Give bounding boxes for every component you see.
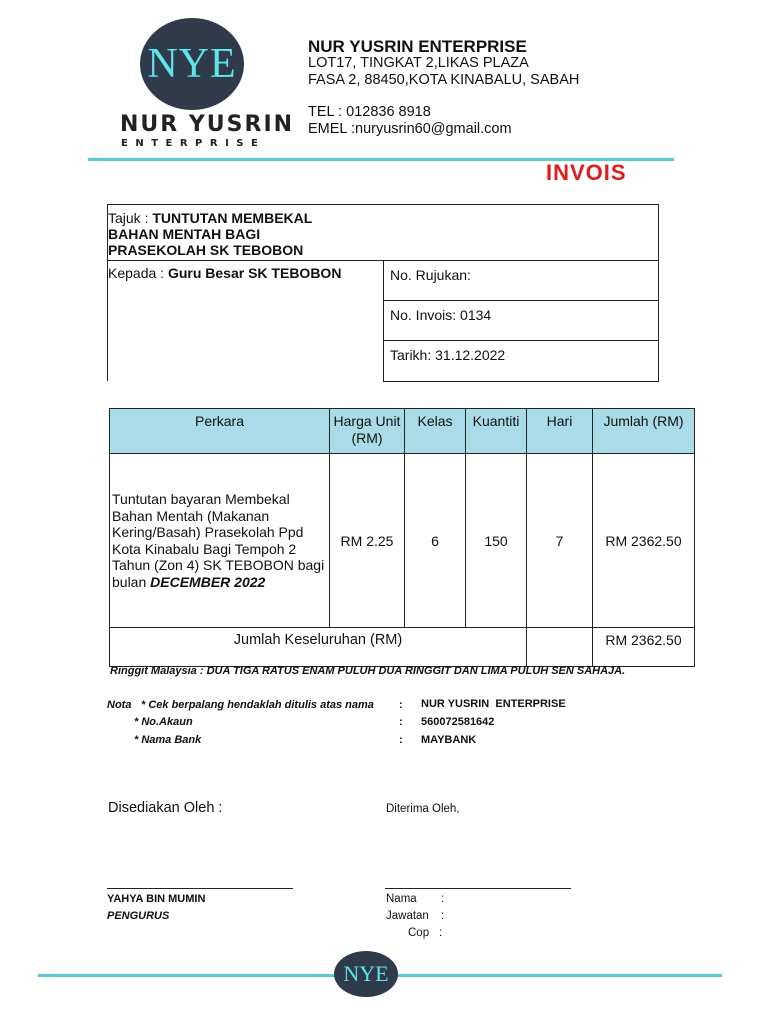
signer-role: PENGURUS (107, 910, 170, 922)
row-kelas: 6 (405, 454, 466, 628)
nota-value-2: 560072581642 (421, 716, 495, 728)
row-desc-month: DECEMBER 2022 (150, 573, 266, 590)
header-kuantiti: Kuantiti (466, 409, 527, 454)
logo-sub: ENTERPRISE (121, 138, 266, 149)
kepada-value: Guru Besar SK TEBOBON (167, 265, 342, 281)
signer-name: YAHYA BIN MUMIN (107, 893, 206, 905)
subject (108, 210, 312, 227)
subject-label: Tajuk : (108, 210, 149, 226)
nota-colon-3: : (399, 734, 403, 746)
subject-line-2: BAHAN MENTAH BAGI (108, 226, 261, 242)
received-by-label: Diterima Oleh, (386, 803, 460, 815)
company-address-1: LOT17, TINGKAT 2,LIKAS PLAZA (308, 55, 529, 71)
ref-tarikh: Tarikh: 31.12.2022 (390, 347, 506, 363)
document-title: INVOIS (546, 160, 627, 185)
row-harga: RM 2.25 (330, 454, 405, 628)
total-value: RM 2362.50 (593, 628, 695, 667)
logo-name: NUR YUSRIN (120, 112, 295, 137)
amount-in-words: Ringgit Malaysia : DUA TIGA RATUS ENAM PULUH DUA RINGGIT DAN LIMA PULUH SEN SAHAJA. (110, 665, 626, 677)
row-desc-text: Tuntutan bayaran Membekal Bahan Mentah (Makanan Kering/Basah) Prasekolah Ppd Kota Kinabalu Bagi Tempoh 2 Tahun (Zon 4) SK TEBOBON bagi bulan (112, 491, 325, 590)
ref-rujukan-box (383, 260, 659, 301)
row-description (110, 454, 330, 628)
table-row (110, 454, 695, 628)
nota-label-3: * Nama Bank (134, 734, 202, 746)
kepada (108, 265, 341, 282)
logo-mark: NYE (147, 41, 237, 87)
ref-invois-box (383, 300, 659, 341)
nota-value-3: MAYBANK (421, 734, 477, 746)
subject-box (107, 204, 659, 261)
company-tel: TEL : 012836 8918 (308, 104, 431, 120)
company-email: EMEL :nuryusrin60@gmail.com (308, 121, 512, 137)
header-perkara: Perkara (110, 409, 330, 454)
nota-value-1: NUR YUSRIN ENTERPRISE (421, 698, 566, 710)
row-kuantiti: 150 (466, 454, 527, 628)
signature-line-left (107, 888, 293, 889)
header-kelas: Kelas (405, 409, 466, 454)
nota-label-2: * No.Akaun (134, 716, 193, 728)
nota-label-1: * Cek berpalang hendaklah ditulis atas nama (141, 699, 374, 711)
jawatan-colon: : (441, 910, 445, 922)
header-harga: Harga Unit (RM) (330, 409, 405, 454)
footer-logo-mark: NYE (343, 961, 389, 986)
jawatan-label: Jawatan (386, 910, 429, 922)
company-name: NUR YUSRIN ENTERPRISE (308, 37, 527, 56)
ref-rujukan: No. Rujukan: (390, 267, 471, 283)
nama-colon: : (441, 893, 445, 905)
header-hari: Hari (527, 409, 593, 454)
ref-invois: No. Invois: 0134 (390, 307, 492, 323)
ref-tarikh-box (383, 340, 659, 382)
cop-colon: : (439, 927, 443, 939)
nota-colon-2: : (399, 716, 403, 728)
table-header-row (110, 409, 695, 454)
row-jumlah: RM 2362.50 (593, 454, 695, 628)
nama-label: Nama (386, 893, 417, 905)
prepared-by-label: Disediakan Oleh : (108, 800, 223, 816)
header-jumlah: Jumlah (RM) (593, 409, 695, 454)
footer-logo (334, 951, 398, 997)
total-label: Jumlah Keseluruhan (RM) (110, 628, 527, 667)
subject-line-1: TUNTUTAN MEMBEKAL (152, 210, 313, 226)
total-row (110, 628, 695, 667)
signature-line-right (385, 888, 571, 889)
cop-label: Cop (408, 927, 430, 939)
nota-colon-1: : (399, 699, 403, 711)
items-table (109, 408, 695, 667)
logo-badge (140, 18, 244, 110)
row-hari: 7 (527, 454, 593, 628)
nota-prefix: Nota (107, 699, 132, 711)
subject-line-3: PRASEKOLAH SK TEBOBON (108, 242, 304, 258)
company-address-2: FASA 2, 88450,KOTA KINABALU, SABAH (308, 72, 580, 88)
total-empty (527, 628, 593, 667)
kepada-label: Kepada : (108, 265, 165, 281)
